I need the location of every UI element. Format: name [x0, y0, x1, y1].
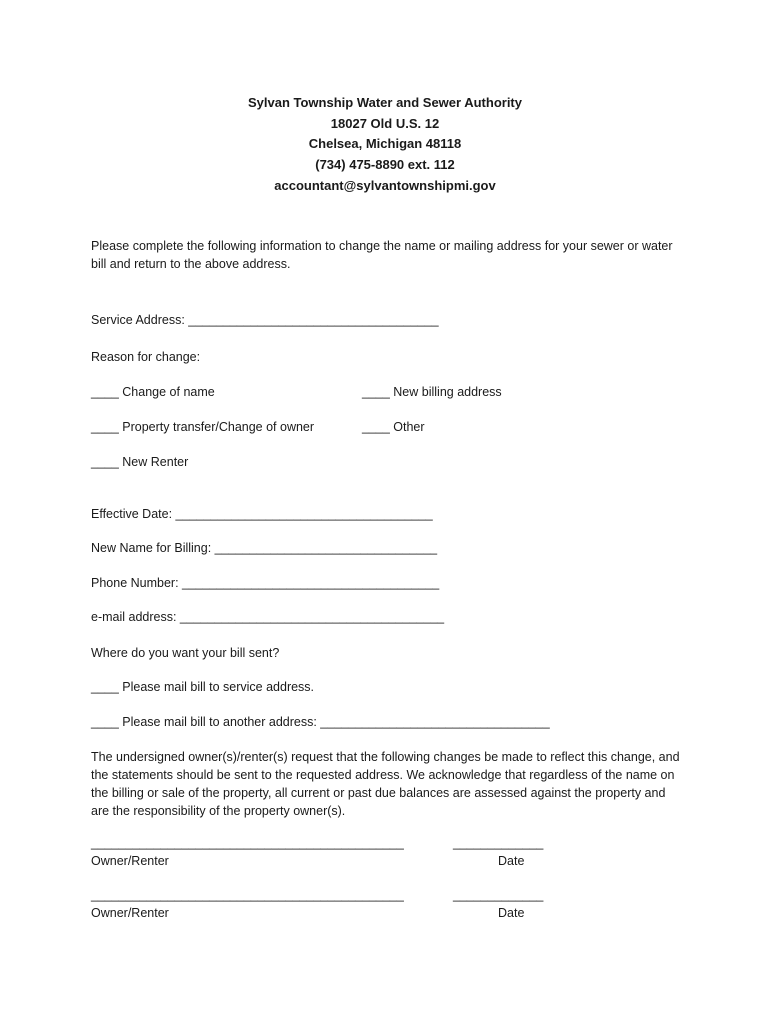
date-label-1: Date: [498, 854, 525, 868]
reason-label: Reason for change:: [91, 350, 201, 364]
reason-change-of-name[interactable]: ____ Change of name: [91, 385, 215, 399]
org-city: Chelsea, Michigan 48118: [308, 136, 462, 151]
signature-line-1[interactable]: _____________________________________________: [91, 836, 404, 850]
reason-new-renter[interactable]: ____ New Renter: [91, 455, 189, 469]
bill-question: Where do you want your bill sent?: [91, 646, 280, 660]
service-address-field[interactable]: Service Address: ____________________________________: [91, 313, 439, 327]
date-line-2[interactable]: _____________: [453, 888, 544, 902]
new-name-field[interactable]: New Name for Billing: ________________________________: [91, 541, 438, 555]
reason-other[interactable]: ____ Other: [362, 420, 425, 434]
intro-paragraph: Please complete the following information to change the name or mailing address for your sewer or water bill and return to the above address.: [91, 239, 673, 271]
owner-renter-label-1: Owner/Renter: [91, 854, 169, 868]
org-phone: (734) 475-8890 ext. 112: [315, 157, 455, 172]
effective-date-field[interactable]: Effective Date: _____________________________________: [91, 507, 433, 521]
org-email: accountant@sylvantownshipmi.gov: [274, 178, 496, 193]
acknowledgement-paragraph: The undersigned owner(s)/renter(s) request that the following changes be made to reflect this change, and the statements should be sent to the requested address. We acknowledge that regardless of the name on the billing or sale of the property, all current or past due balances are assessed against the property and are the responsibility of the property owner(s).: [91, 750, 680, 818]
owner-renter-label-2: Owner/Renter: [91, 906, 169, 920]
date-label-2: Date: [498, 906, 525, 920]
date-line-1[interactable]: _____________: [453, 836, 544, 850]
org-name: Sylvan Township Water and Sewer Authority: [247, 95, 522, 110]
signature-line-2[interactable]: _____________________________________________: [91, 888, 404, 902]
bill-option-service-address[interactable]: ____ Please mail bill to service address.: [91, 680, 315, 694]
org-street: 18027 Old U.S. 12: [330, 116, 440, 131]
reason-new-billing-address[interactable]: ____ New billing address: [362, 385, 502, 399]
email-address-field[interactable]: e-mail address: ______________________________________: [91, 610, 445, 624]
bill-option-another-address[interactable]: ____ Please mail bill to another address: _________________________________: [91, 715, 550, 729]
reason-property-transfer[interactable]: ____ Property transfer/Change of owner: [91, 420, 315, 434]
phone-number-field[interactable]: Phone Number: _____________________________________: [91, 576, 440, 590]
